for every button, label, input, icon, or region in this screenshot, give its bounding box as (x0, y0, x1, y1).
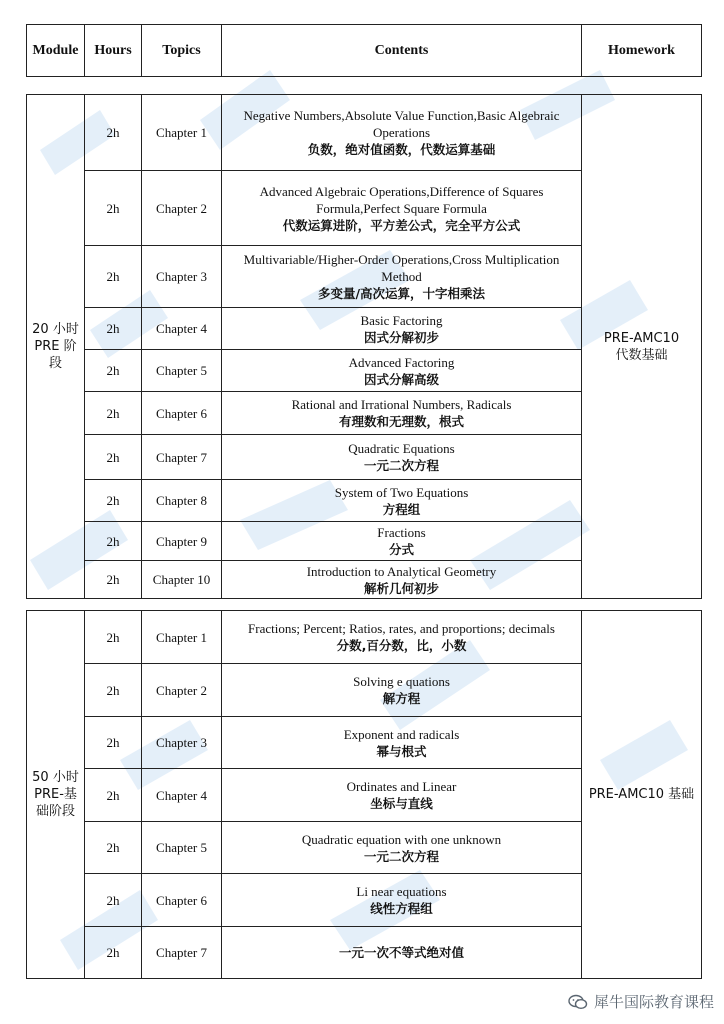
content-en: Solving e quations (353, 674, 450, 689)
topic-cell: Chapter 4 (142, 308, 222, 350)
table-row (27, 95, 702, 171)
content-zh: 代数运算进阶，平方差公式，完全平方公式 (282, 217, 521, 233)
hours-cell: 2h (85, 822, 142, 874)
module-line: 础阶段 (35, 804, 75, 819)
hours-cell: 2h (85, 927, 142, 979)
homework-line: 代数基础 (615, 347, 668, 363)
content-zh: 分数,百分数，比，小数 (336, 638, 467, 653)
hours-cell: 2h (85, 611, 142, 664)
content-cell (222, 561, 582, 599)
topic-cell: Chapter 6 (142, 392, 222, 435)
module-cell (27, 95, 85, 599)
hours-cell: 2h (85, 522, 142, 561)
hours-cell: 2h (85, 717, 142, 769)
topic-cell: Chapter 10 (142, 561, 222, 599)
content-zh: 因式分解高级 (363, 371, 439, 387)
topic-cell: Chapter 7 (142, 927, 222, 979)
module-line: PRE 阶 (34, 339, 77, 354)
topic-cell: Chapter 1 (142, 611, 222, 664)
content-zh: 分式 (388, 542, 414, 557)
header-homework: Homework (582, 25, 702, 77)
content-zh: 方程组 (382, 501, 421, 517)
content-cell (222, 927, 582, 979)
content-cell (222, 874, 582, 927)
content-cell (222, 611, 582, 664)
module-cell (27, 611, 85, 979)
hours-cell: 2h (85, 561, 142, 599)
topic-cell: Chapter 2 (142, 664, 222, 717)
section-1-table (26, 94, 702, 599)
footer-branding[interactable] (568, 991, 714, 1012)
hours-cell: 2h (85, 769, 142, 822)
content-cell (222, 171, 582, 246)
content-en: Li near equations (356, 884, 447, 899)
module-line: 段 (48, 356, 62, 371)
content-cell (222, 350, 582, 392)
topic-cell: Chapter 3 (142, 246, 222, 308)
header-row (27, 25, 702, 77)
content-en: Advanced Algebraic Operations,Difference of Squares Formula,Perfect Square Formula (259, 183, 544, 216)
topic-cell: Chapter 5 (142, 350, 222, 392)
topic-cell: Chapter 9 (142, 522, 222, 561)
topic-cell: Chapter 3 (142, 717, 222, 769)
topic-cell: Chapter 1 (142, 95, 222, 171)
module-line: 20 小时 (32, 322, 79, 337)
content-cell (222, 522, 582, 561)
hours-cell: 2h (85, 350, 142, 392)
hours-cell: 2h (85, 171, 142, 246)
hours-cell: 2h (85, 392, 142, 435)
content-zh: 有理数和无理数，根式 (338, 414, 464, 429)
content-zh: 坐标与直线 (370, 796, 433, 811)
content-cell (222, 308, 582, 350)
homework-cell (582, 95, 702, 599)
wechat-icon (568, 994, 588, 1010)
content-en: Ordinates and Linear (346, 779, 457, 794)
hours-cell: 2h (85, 246, 142, 308)
content-cell (222, 717, 582, 769)
content-en: Quadratic Equations (348, 441, 455, 456)
hours-cell: 2h (85, 435, 142, 480)
content-en: Fractions (377, 525, 426, 540)
topic-cell: Chapter 8 (142, 480, 222, 522)
content-en: Introduction to Analytical Geometry (306, 563, 497, 579)
content-en: Negative Numbers,Absolute Value Function,Basic Algebraic Operations (243, 108, 560, 140)
content-cell (222, 664, 582, 717)
hours-cell: 2h (85, 664, 142, 717)
header-hours: Hours (85, 25, 142, 77)
content-en: Advanced Factoring (348, 354, 455, 370)
homework-line: PRE-AMC10 (603, 330, 680, 346)
content-zh: 一元一次不等式绝对值 (338, 945, 464, 960)
content-zh: 解析几何初步 (363, 580, 439, 596)
content-cell (222, 480, 582, 522)
header-table (26, 24, 702, 77)
footer-text: 犀牛国际教育课程 (593, 993, 714, 1011)
content-zh: 幂与根式 (376, 743, 427, 759)
content-cell (222, 435, 582, 480)
content-zh: 线性方程组 (370, 901, 433, 916)
content-en: Rational and Irrational Numbers, Radicals (291, 397, 512, 412)
content-en: Fractions; Percent; Ratios, rates, and proportions; decimals (248, 621, 555, 636)
content-cell (222, 246, 582, 308)
topic-cell: Chapter 7 (142, 435, 222, 480)
content-en: Basic Factoring (360, 312, 443, 328)
section-2-table (26, 610, 702, 979)
header-contents: Contents (222, 25, 582, 77)
content-zh: 一元二次方程 (363, 458, 439, 473)
content-en: Multivariable/Higher-Order Operations,Cross Multiplication Method (243, 252, 560, 284)
content-en: Exponent and radicals (343, 726, 460, 742)
topic-cell: Chapter 6 (142, 874, 222, 927)
content-zh: 多变量/高次运算，十字相乘法 (317, 286, 486, 301)
content-zh: 负数，绝对值函数，代数运算基础 (307, 142, 496, 157)
hours-cell: 2h (85, 308, 142, 350)
hours-cell: 2h (85, 480, 142, 522)
homework-cell (582, 611, 702, 979)
topic-cell: Chapter 4 (142, 769, 222, 822)
hours-cell: 2h (85, 874, 142, 927)
header-topics: Topics (142, 25, 222, 77)
content-cell (222, 822, 582, 874)
content-zh: 因式分解初步 (363, 329, 439, 345)
module-line: 50 小时 (32, 770, 79, 785)
topic-cell: Chapter 2 (142, 171, 222, 246)
header-module: Module (27, 25, 85, 77)
hours-cell: 2h (85, 95, 142, 171)
content-cell (222, 392, 582, 435)
content-en: Quadratic equation with one unknown (301, 831, 502, 847)
content-cell (222, 769, 582, 822)
topic-cell: Chapter 5 (142, 822, 222, 874)
table-row (27, 611, 702, 664)
content-cell (222, 95, 582, 171)
content-en: System of Two Equations (334, 484, 469, 500)
content-zh: 一元二次方程 (363, 848, 439, 864)
homework-line: PRE-AMC10 基础 (588, 787, 695, 802)
content-zh: 解方程 (382, 691, 421, 706)
module-line: PRE-基 (34, 787, 77, 802)
